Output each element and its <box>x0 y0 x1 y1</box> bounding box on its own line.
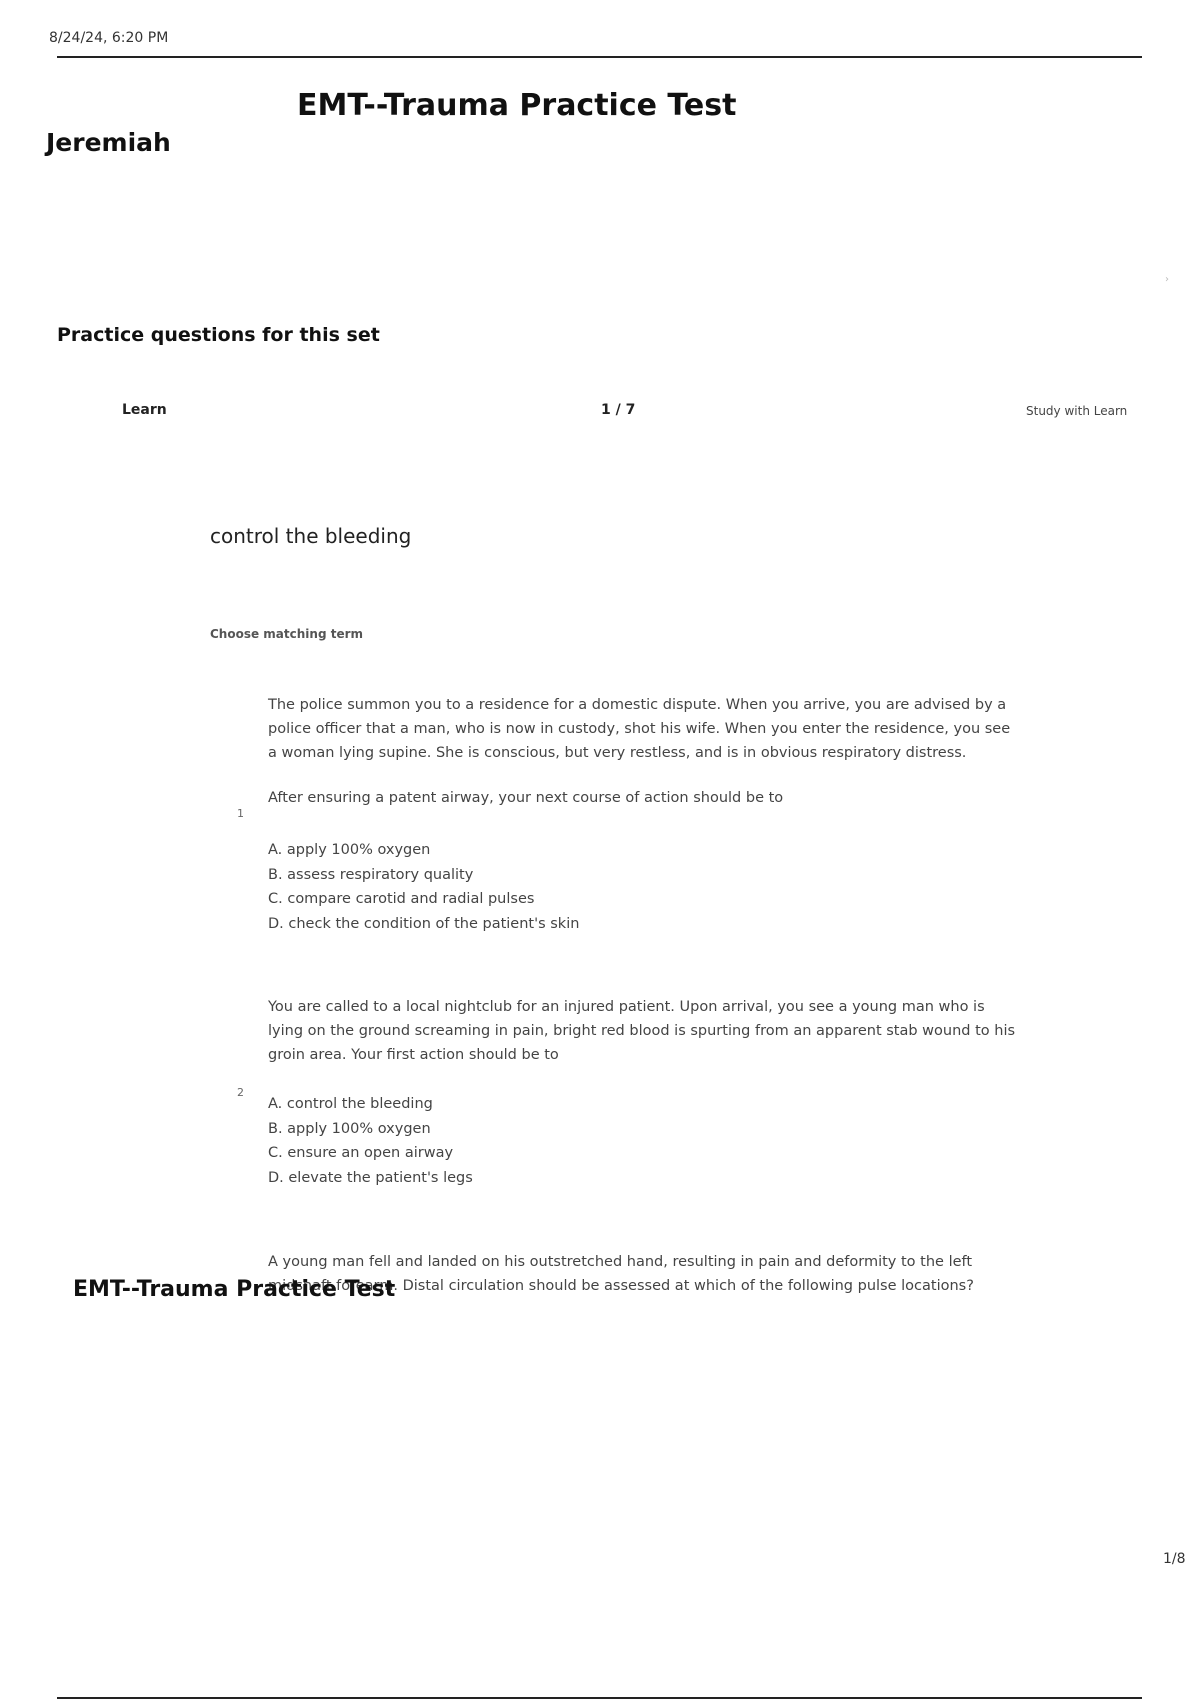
question-3-stem-text: A young man fell and landed on his outstretched hand, resulting in pain and deformity to the left midshaft forearm. Distal circulation should be assessed at which of the following pulse locations? <box>268 1254 974 1294</box>
question-1-stem[interactable] <box>268 693 1023 765</box>
question-2-stem[interactable] <box>268 995 1023 1067</box>
question-2-options <box>268 1092 473 1190</box>
flashcard-term: control the bleeding <box>210 524 412 548</box>
footer-title: EMT--Trauma Practice Test <box>73 1277 396 1302</box>
question-1-stem-text: The police summon you to a residence for a domestic dispute. When you arrive, you are advised by a police officer that a man, who is now in custody, shot his wife. When you enter the residence, you see a woman lying supine. She is conscious, but very restless, and is in obvious respiratory distress. <box>268 697 1011 761</box>
option-d[interactable]: D. check the condition of the patient's skin <box>268 915 580 932</box>
author-name: Jeremiah <box>46 128 171 157</box>
study-with-learn-link[interactable]: Study with Learn <box>1026 404 1128 418</box>
print-timestamp: 8/24/24, 6:20 PM <box>49 30 169 46</box>
option-a[interactable]: A. control the bleeding <box>268 1096 433 1112</box>
card-counter: 1 / 7 <box>601 402 636 418</box>
option-a[interactable]: A. apply 100% oxygen <box>268 842 431 858</box>
choose-matching-term-label: Choose matching term <box>210 627 364 641</box>
question-1-prompt: After ensuring a patent airway, your next course of action should be to <box>268 790 784 806</box>
section-title: Practice questions for this set <box>57 324 380 346</box>
option-c[interactable]: C. compare carotid and radial pulses <box>268 891 535 907</box>
option-b[interactable]: B. apply 100% oxygen <box>268 1120 431 1137</box>
question-2-stem-text: You are called to a local nightclub for an injured patient. Upon arrival, you see a young man who is lying on the ground screaming in pain, bright red blood is spurting from an apparent stab wound to his groin area. Your first action should be to <box>268 999 1016 1063</box>
option-b[interactable]: B. assess respiratory quality <box>268 866 474 883</box>
question-1-number: 1 <box>237 807 244 820</box>
option-c[interactable]: C. ensure an open airway <box>268 1145 454 1161</box>
header-divider <box>57 56 1142 58</box>
document-title: EMT--Trauma Practice Test <box>297 88 737 123</box>
learn-label: Learn <box>122 402 167 418</box>
question-2-number: 2 <box>237 1086 244 1099</box>
footer-divider <box>57 1697 1142 1699</box>
page-number: 1/8 <box>1163 1551 1186 1567</box>
question-1-options <box>268 838 579 936</box>
chevron-right-icon: › <box>1165 274 1169 285</box>
option-d[interactable]: D. elevate the patient's legs <box>268 1169 473 1186</box>
